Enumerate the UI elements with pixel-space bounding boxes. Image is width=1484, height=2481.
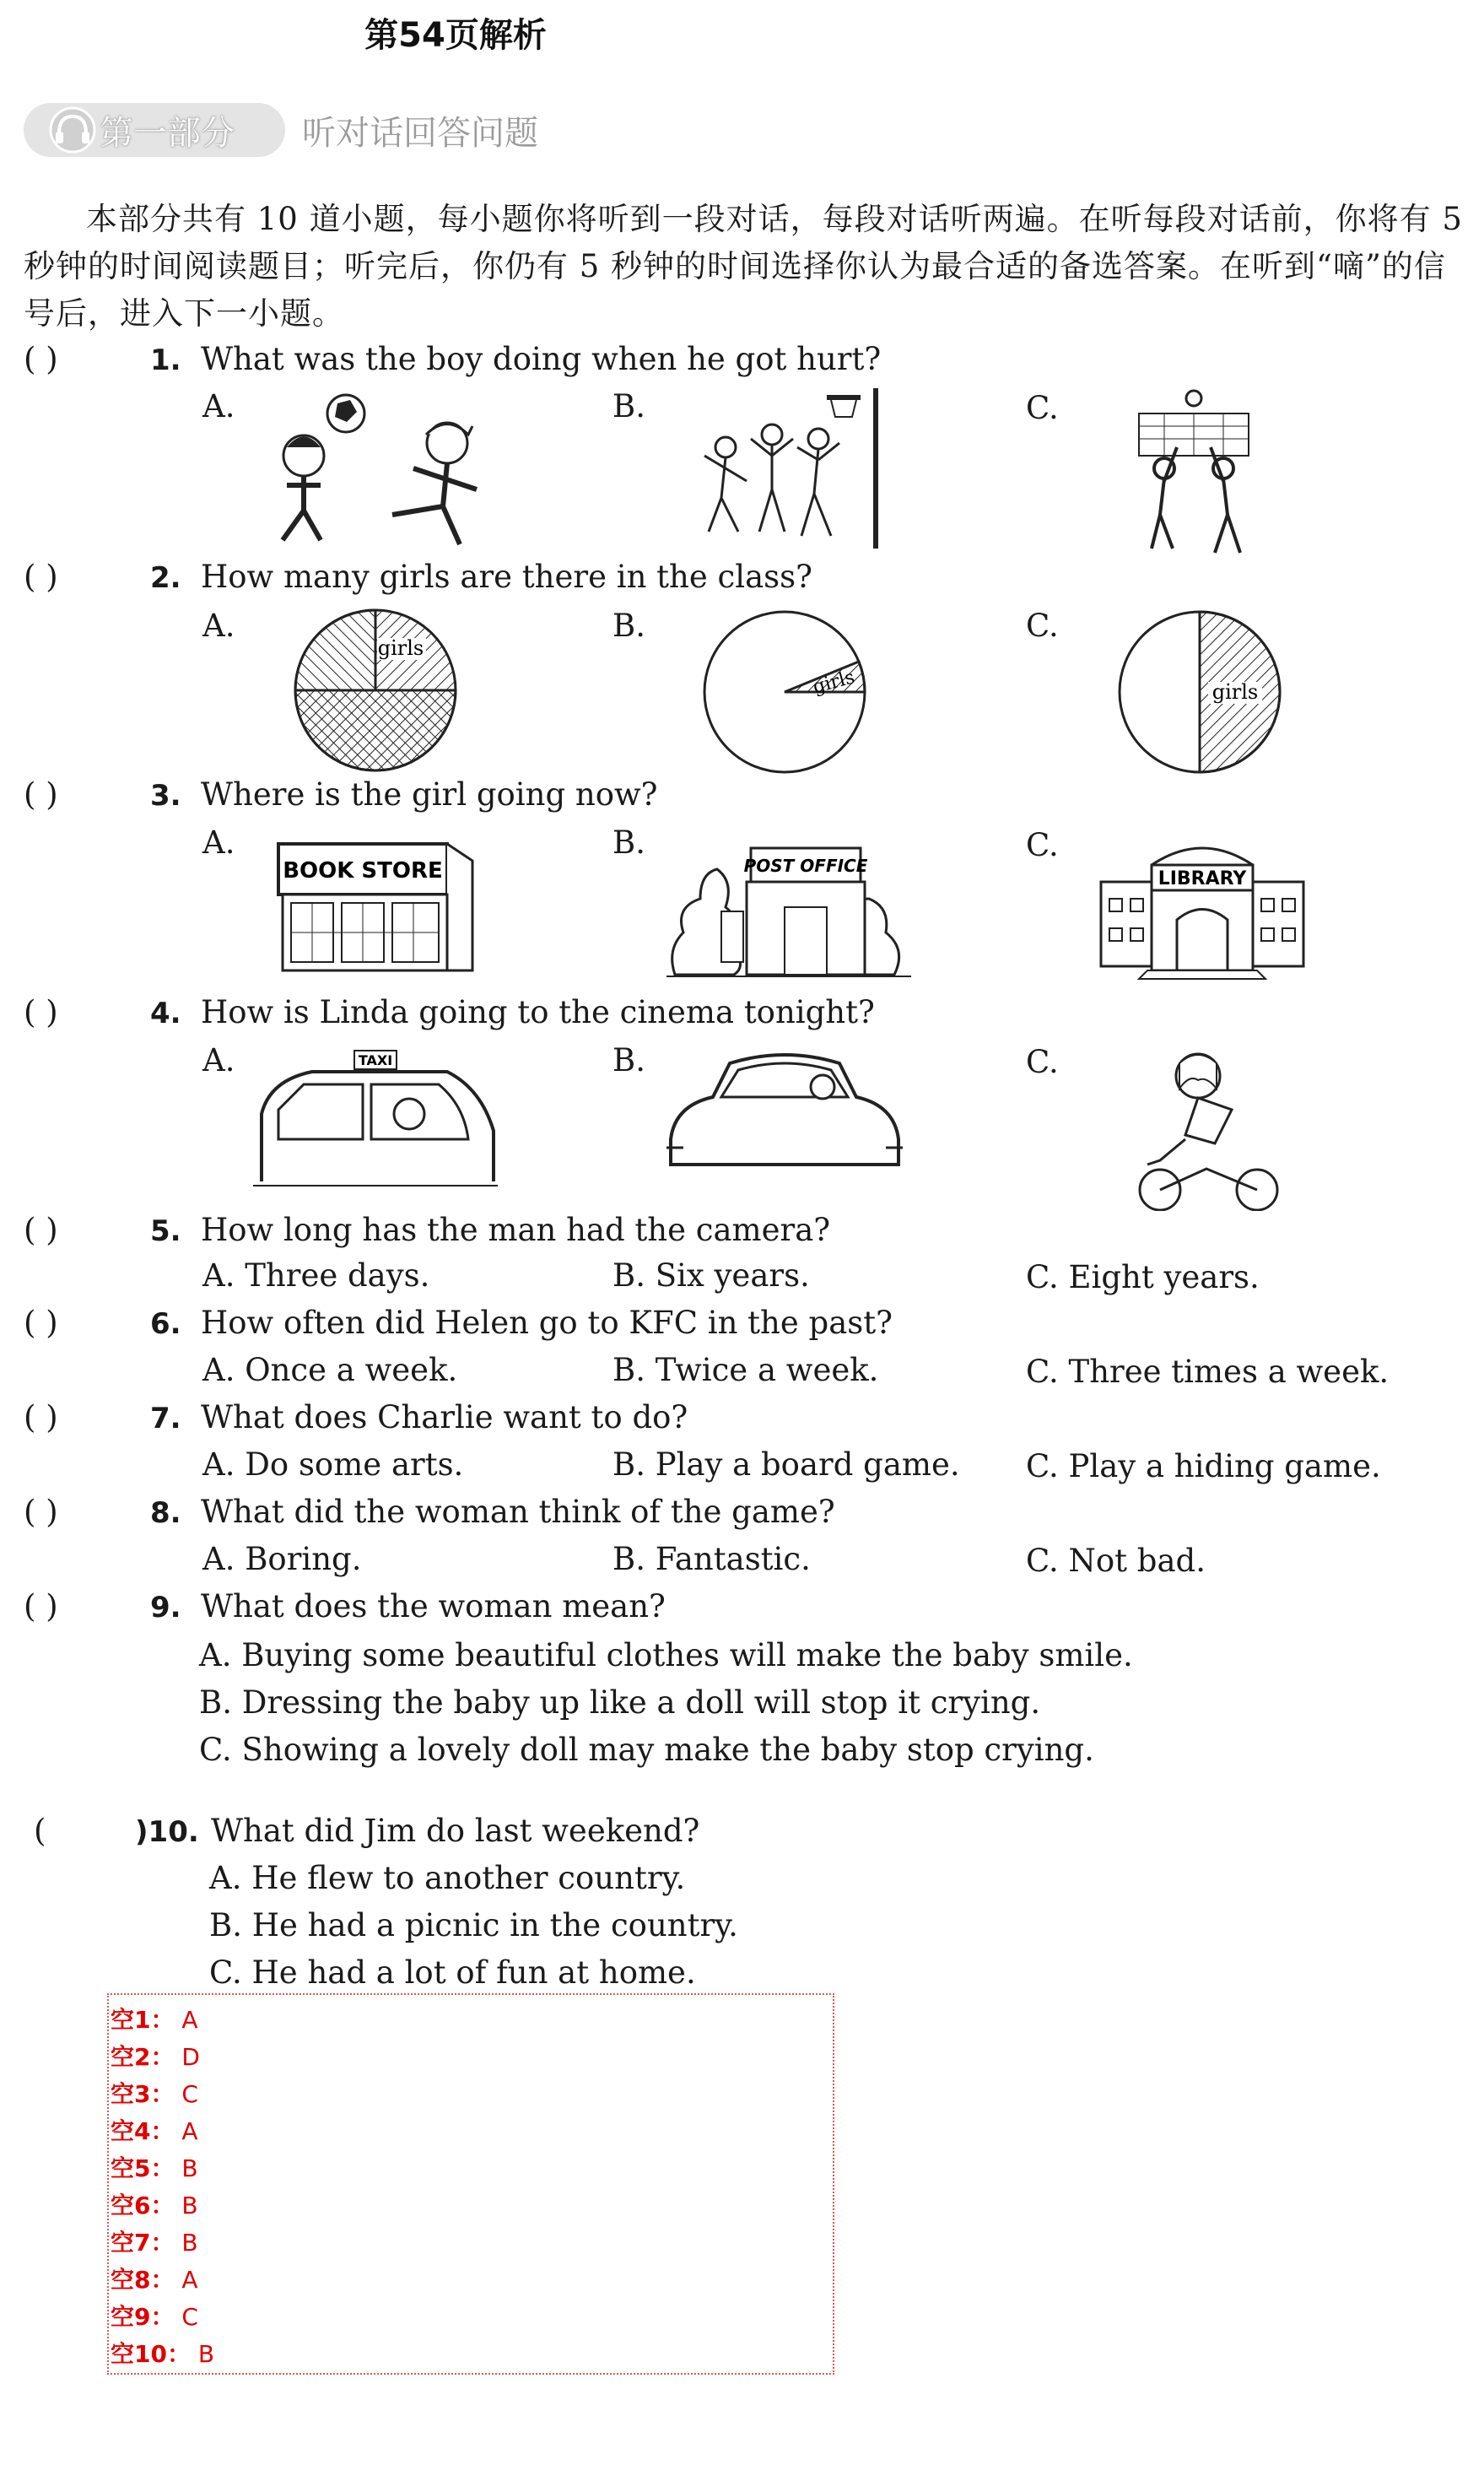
- option-c: C. Showing a lovely doll may make the baby stop crying.: [199, 1732, 1094, 1768]
- answer-blank[interactable]: ( ): [24, 1305, 58, 1341]
- option-b: B. Play a board game.: [612, 1446, 960, 1483]
- answer-blank[interactable]: ( ): [24, 994, 58, 1030]
- option-a: A. Buying some beautiful clothes will make the baby smile.: [199, 1637, 1133, 1673]
- store-sign: BOOK STORE: [283, 858, 443, 884]
- answer-item: 空4： A: [111, 2117, 198, 2145]
- question-text: How long has the man had the camera?: [201, 1212, 831, 1248]
- pie-chart-half: [1115, 608, 1284, 776]
- page-title: 第54页解析: [364, 16, 547, 55]
- question-text: What was the boy doing when he got hurt?: [201, 341, 882, 377]
- store-sign: LIBRARY: [1158, 868, 1247, 889]
- pie-chart-three-quarters: [291, 606, 460, 775]
- question-text: How many girls are there in the class?: [201, 559, 812, 595]
- pie-chart-small-slice: [700, 608, 869, 776]
- option-a: A. Three days.: [202, 1257, 430, 1294]
- library-picture: [1097, 831, 1308, 983]
- option-label: A.: [202, 388, 235, 424]
- question-number: 1.: [150, 343, 181, 377]
- question-number: 8.: [150, 1496, 181, 1530]
- answer-blank[interactable]: ( ): [24, 559, 58, 595]
- book-store-picture: [274, 827, 477, 979]
- question-number: )10.: [135, 1815, 199, 1849]
- answer-item: 空10： B: [111, 2340, 215, 2368]
- answer-blank[interactable]: (: [34, 1813, 46, 1849]
- option-label: A.: [202, 608, 235, 644]
- question-number: 3.: [150, 779, 181, 813]
- option-b: B. Twice a week.: [612, 1352, 879, 1388]
- answer-blank[interactable]: ( ): [24, 776, 58, 813]
- option-label: B.: [612, 1042, 645, 1078]
- option-b: B. Fantastic.: [612, 1541, 811, 1577]
- option-c: C. He had a lot of fun at home.: [209, 1954, 696, 1991]
- question-number: 6.: [150, 1307, 181, 1341]
- answer-key-box: [107, 1993, 834, 2375]
- question-number: 9.: [150, 1591, 181, 1624]
- question-text: What did Jim do last weekend?: [211, 1813, 700, 1849]
- pie-label: girls: [377, 636, 424, 660]
- section-banner: [24, 93, 564, 167]
- option-b: B. Six years.: [612, 1257, 810, 1294]
- answer-blank[interactable]: ( ): [24, 1588, 58, 1624]
- option-b: B. Dressing the baby up like a doll will stop it crying.: [199, 1684, 1041, 1721]
- question-text: How often did Helen go to KFC in the past?: [201, 1305, 893, 1341]
- question-number: 5.: [150, 1214, 181, 1248]
- question-number: 4.: [150, 997, 181, 1030]
- question-text: Where is the girl going now?: [201, 776, 658, 813]
- question-text: What does Charlie want to do?: [201, 1399, 688, 1435]
- option-c: C. Three times a week.: [1026, 1354, 1390, 1390]
- option-label: C.: [1026, 1044, 1059, 1080]
- option-c: C. Play a hiding game.: [1026, 1448, 1381, 1484]
- answer-item: 空9： C: [111, 2303, 198, 2331]
- option-a: A. Do some arts.: [202, 1446, 464, 1483]
- cyclist-picture: [1122, 1042, 1299, 1211]
- option-label: A.: [202, 1042, 235, 1078]
- answer-item: 空6： B: [111, 2192, 198, 2219]
- basketball-players-picture: [692, 388, 911, 557]
- option-a: A. Boring.: [202, 1541, 362, 1577]
- store-sign: POST OFFICE: [743, 856, 868, 876]
- option-a: A. He flew to another country.: [209, 1860, 686, 1896]
- section-tag: 第一部分: [100, 114, 235, 153]
- answer-item: 空1： A: [111, 2006, 198, 2034]
- car-picture: [662, 1046, 907, 1173]
- pie-label: girls: [810, 667, 857, 699]
- pie-label: girls: [1211, 680, 1259, 704]
- answer-item: 空3： C: [111, 2080, 198, 2108]
- option-a: A. Once a week.: [202, 1352, 458, 1388]
- volleyball-players-picture: [1114, 388, 1282, 557]
- option-label: B.: [612, 388, 645, 424]
- option-label: C.: [1026, 608, 1059, 644]
- post-office-picture: [666, 831, 911, 983]
- option-label: B.: [612, 824, 645, 861]
- option-b: B. He had a picnic in the country.: [209, 1907, 738, 1943]
- answer-item: 空8： A: [111, 2266, 198, 2294]
- answer-item: 空2： D: [111, 2043, 200, 2071]
- answer-item: 空5： B: [111, 2154, 198, 2182]
- taxi-sign: TAXI: [358, 1052, 393, 1068]
- question-number: 7.: [150, 1402, 181, 1435]
- soccer-boys-picture: [257, 388, 502, 549]
- option-label: B.: [612, 608, 645, 644]
- question-text: What does the woman mean?: [201, 1588, 666, 1624]
- taxi-picture: [253, 1046, 498, 1190]
- option-label: C.: [1026, 827, 1059, 863]
- headphones-icon: [47, 105, 98, 155]
- answer-item: 空7： B: [111, 2229, 198, 2257]
- option-label: C.: [1026, 390, 1059, 426]
- answer-blank[interactable]: ( ): [24, 341, 58, 377]
- answer-blank[interactable]: ( ): [24, 1399, 58, 1435]
- question-text: How is Linda going to the cinema tonight?: [201, 994, 875, 1030]
- option-c: C. Not bad.: [1026, 1543, 1206, 1579]
- answer-blank[interactable]: ( ): [24, 1494, 58, 1530]
- question-text: What did the woman think of the game?: [201, 1494, 835, 1530]
- section-subtitle: 听对话回答问题: [302, 114, 538, 153]
- question-number: 2.: [150, 561, 181, 595]
- answer-blank[interactable]: ( ): [24, 1212, 58, 1248]
- option-c: C. Eight years.: [1026, 1259, 1260, 1295]
- option-label: A.: [202, 824, 235, 861]
- instructions: 本部分共有 10 道小题，每小题你将听到一段对话，每段对话听两遍。在听每段对话前，你将有 5 秒钟的时间阅读题目；听完后，你仍有 5 秒钟的时间选择你认为最合适的备选答案。在听到“嘀”的信号后，进入下一小题。: [24, 201, 1463, 332]
